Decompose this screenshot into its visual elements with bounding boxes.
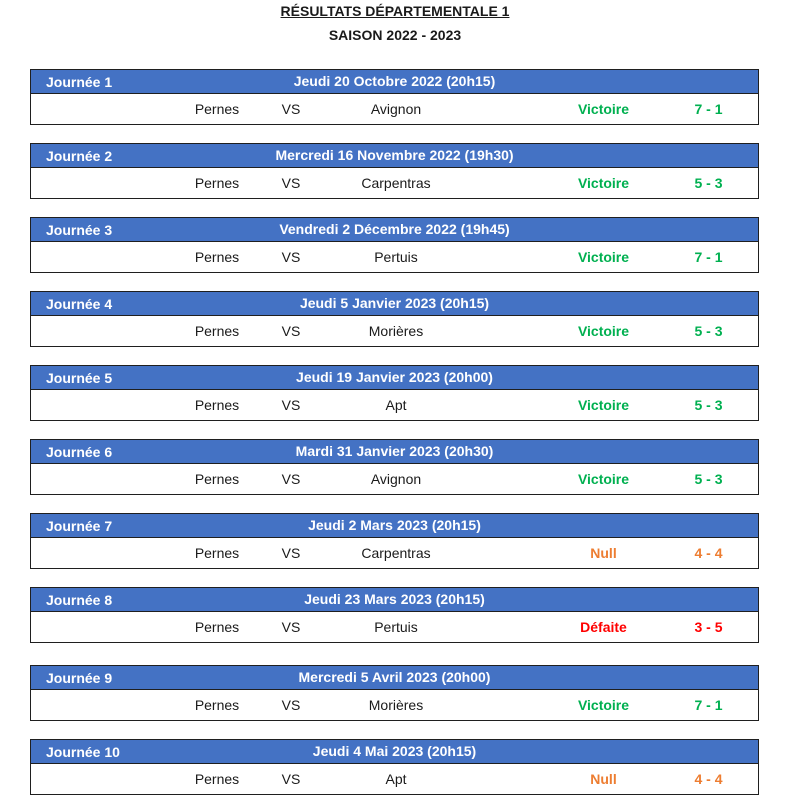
match-result: Null (590, 771, 617, 787)
match-header-bar (31, 666, 758, 690)
match-score: 5 - 3 (694, 323, 723, 339)
away-team: Avignon (370, 471, 422, 487)
match-block (30, 665, 759, 721)
match-row (31, 390, 758, 420)
versus-label: VS (281, 323, 301, 339)
match-block (30, 365, 759, 421)
away-team: Apt (385, 771, 407, 787)
match-row (31, 464, 758, 494)
match-header-bar (31, 740, 758, 764)
versus-label: VS (281, 471, 301, 487)
matchday-label: Journée 6 (46, 444, 113, 460)
away-team: Carpentras (361, 175, 431, 191)
match-block (30, 143, 759, 199)
match-score: 5 - 3 (694, 175, 723, 191)
home-team: Pernes (194, 619, 240, 635)
matchday-label: Journée 1 (46, 74, 113, 90)
matchday-label: Journée 4 (46, 296, 113, 312)
match-row (31, 168, 758, 198)
versus-label: VS (281, 101, 301, 117)
away-team: Pertuis (374, 619, 418, 635)
match-date: Jeudi 5 Janvier 2023 (20h15) (299, 295, 490, 311)
versus-label: VS (281, 619, 301, 635)
match-header-bar (31, 292, 758, 316)
match-header-bar (31, 144, 758, 168)
versus-label: VS (281, 545, 301, 561)
away-team: Carpentras (361, 545, 431, 561)
match-header-bar (31, 366, 758, 390)
match-date: Vendredi 2 Décembre 2022 (19h45) (279, 221, 510, 237)
match-score: 7 - 1 (694, 101, 723, 117)
home-team: Pernes (194, 323, 240, 339)
match-block (30, 439, 759, 495)
match-block (30, 217, 759, 273)
match-score: 4 - 4 (694, 771, 723, 787)
match-date: Mercredi 16 Novembre 2022 (19h30) (275, 147, 514, 163)
match-result: Null (590, 545, 617, 561)
match-header-bar (31, 588, 758, 612)
match-score: 7 - 1 (694, 697, 723, 713)
away-team: Avignon (370, 101, 422, 117)
matchday-label: Journée 10 (46, 744, 120, 760)
versus-label: VS (281, 175, 301, 191)
match-result: Victoire (577, 101, 630, 117)
home-team: Pernes (194, 175, 240, 191)
match-row (31, 612, 758, 642)
match-header-bar (31, 514, 758, 538)
matchday-label: Journée 3 (46, 222, 113, 238)
home-team: Pernes (194, 771, 240, 787)
match-row (31, 764, 758, 794)
home-team: Pernes (194, 101, 240, 117)
match-block (30, 69, 759, 125)
match-row (31, 316, 758, 346)
match-score: 7 - 1 (694, 249, 723, 265)
match-header-bar (31, 70, 758, 94)
match-block (30, 291, 759, 347)
matchday-label: Journée 2 (46, 148, 113, 164)
matchday-label: Journée 8 (46, 592, 113, 608)
match-date: Jeudi 2 Mars 2023 (20h15) (308, 517, 481, 533)
matchday-label: Journée 9 (46, 670, 113, 686)
away-team: Apt (385, 397, 407, 413)
versus-label: VS (281, 697, 301, 713)
match-result: Victoire (577, 397, 630, 413)
versus-label: VS (281, 771, 301, 787)
home-team: Pernes (194, 697, 240, 713)
versus-label: VS (281, 249, 301, 265)
home-team: Pernes (194, 249, 240, 265)
match-header-bar (31, 218, 758, 242)
away-team: Morières (368, 697, 424, 713)
match-date: Jeudi 19 Janvier 2023 (20h00) (296, 369, 493, 385)
matchday-label: Journée 7 (46, 518, 113, 534)
match-block (30, 513, 759, 569)
match-date: Mercredi 5 Avril 2023 (20h00) (298, 669, 491, 685)
match-score: 5 - 3 (694, 471, 723, 487)
season-subtitle: SAISON 2022 - 2023 (328, 27, 462, 43)
match-result: Victoire (577, 323, 630, 339)
match-date: Jeudi 23 Mars 2023 (20h15) (304, 591, 485, 607)
match-block (30, 587, 759, 643)
home-team: Pernes (194, 471, 240, 487)
match-date: Mardi 31 Janvier 2023 (20h30) (295, 443, 494, 459)
match-score: 5 - 3 (694, 397, 723, 413)
page-title: RÉSULTATS DÉPARTEMENTALE 1 (280, 3, 510, 19)
away-team: Pertuis (374, 249, 418, 265)
match-date: Jeudi 20 Octobre 2022 (20h15) (293, 73, 496, 89)
home-team: Pernes (194, 545, 240, 561)
match-score: 3 - 5 (694, 619, 723, 635)
match-result: Victoire (577, 249, 630, 265)
match-row (31, 94, 758, 124)
away-team: Morières (368, 323, 424, 339)
home-team: Pernes (194, 397, 240, 413)
match-row (31, 690, 758, 720)
match-result: Victoire (577, 471, 630, 487)
match-score: 4 - 4 (694, 545, 723, 561)
match-header-bar (31, 440, 758, 464)
match-block (30, 739, 759, 795)
match-row (31, 242, 758, 272)
match-date: Jeudi 4 Mai 2023 (20h15) (312, 743, 477, 759)
matchday-label: Journée 5 (46, 370, 113, 386)
match-result: Défaite (580, 619, 627, 635)
versus-label: VS (281, 397, 301, 413)
match-row (31, 538, 758, 568)
match-result: Victoire (577, 697, 630, 713)
match-result: Victoire (577, 175, 630, 191)
